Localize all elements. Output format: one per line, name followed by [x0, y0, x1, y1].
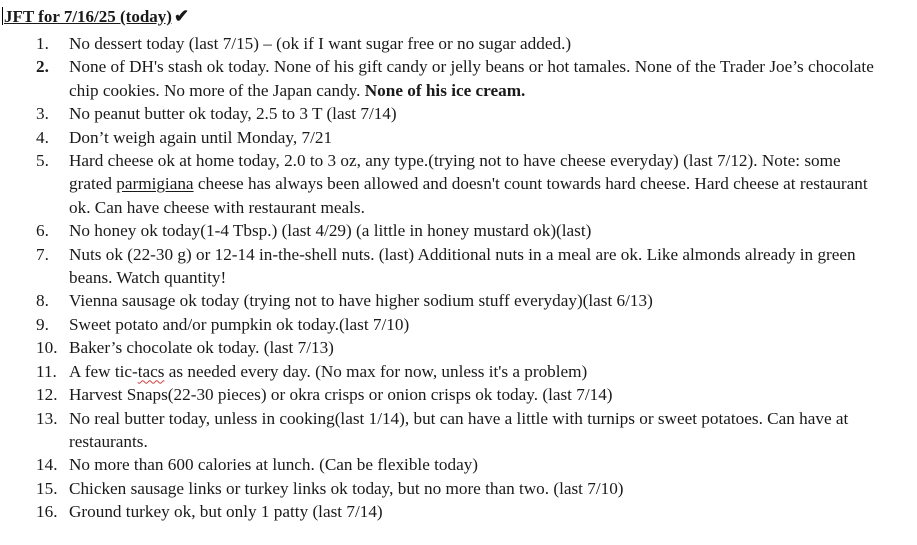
item-text: Vienna sausage ok today (trying not to have higher sodium stuff everyday)(last 6/13) — [69, 291, 653, 311]
item-bold-text: None of his ice cream. — [364, 80, 526, 100]
list-item[interactable] — [0, 289, 917, 312]
item-text: No more than 600 calories at lunch. (Can be flexible today) — [69, 455, 479, 475]
list-item[interactable] — [0, 55, 917, 102]
spellcheck-word[interactable]: parmigiana — [116, 174, 194, 194]
list-item[interactable] — [0, 453, 917, 476]
item-text: Baker’s chocolate ok today. (last 7/13) — [69, 338, 334, 358]
item-number: 10. — [36, 338, 58, 358]
item-number: 6. — [36, 221, 49, 241]
list-item[interactable] — [0, 336, 917, 359]
item-number: 2. — [36, 57, 49, 77]
item-number: 16. — [36, 502, 58, 522]
item-text: No peanut butter ok today, 2.5 to 3 T (last 7/14) — [69, 104, 397, 124]
list-item[interactable] — [0, 149, 917, 219]
list-item[interactable] — [0, 360, 917, 383]
list-item[interactable] — [0, 313, 917, 336]
item-text: Sweet potato and/or pumpkin ok today.(last 7/10) — [69, 314, 410, 334]
item-number: 11. — [36, 361, 57, 381]
item-number: 15. — [36, 478, 58, 498]
list-item[interactable] — [0, 219, 917, 242]
spellcheck-word[interactable]: tacs — [137, 361, 165, 381]
item-number: 7. — [36, 244, 49, 264]
item-number: 13. — [36, 408, 58, 428]
list-item[interactable] — [0, 383, 917, 406]
item-number: 9. — [36, 314, 49, 334]
list-item[interactable] — [0, 407, 917, 454]
item-number: 5. — [36, 151, 49, 171]
list-item[interactable] — [0, 126, 917, 149]
item-text: A few tic- — [69, 361, 138, 381]
item-number: 8. — [36, 291, 49, 311]
checkmark-icon: ✔ — [173, 6, 190, 26]
item-text: No real butter today, unless in cooking(last 1/14), but can have a little with turnips or sweet potatoes. Can have at restaurants. — [69, 408, 849, 451]
item-text-cont: cheese has always been allowed and doesn't count towards hard cheese. Hard cheese at restaurant ok. Can have cheese with restaurant meals. — [69, 174, 868, 217]
item-text: None of DH's stash ok today. None of his gift candy or jelly beans or hot tamales. None of the Trader Joe’s chocolate chip cookies. No more of the Japan candy. — [69, 57, 874, 100]
item-text: No honey ok today(1-4 Tbsp.) (last 4/29) (a little in honey mustard ok)(last) — [69, 221, 592, 241]
item-text: Hard cheese ok at home today, 2.0 to 3 oz, any type.(trying not to have cheese everyday) (last 7/12). Note: some grated — [69, 151, 841, 194]
text-cursor — [2, 7, 3, 25]
list-item[interactable] — [0, 102, 917, 125]
item-number: 3. — [36, 104, 49, 124]
document-title[interactable] — [4, 5, 189, 28]
jft-list — [0, 32, 917, 524]
list-item[interactable] — [0, 500, 917, 523]
item-number: 4. — [36, 127, 49, 147]
item-text: Harvest Snaps(22-30 pieces) or okra crisps or onion crisps ok today. (last 7/14) — [69, 385, 613, 405]
list-item[interactable] — [0, 243, 917, 290]
item-text: Chicken sausage links or turkey links ok today, but no more than two. (last 7/10) — [69, 478, 624, 498]
item-text: No dessert today (last 7/15) – (ok if I want sugar free or no sugar added.) — [69, 34, 572, 53]
item-text: Ground turkey ok, but only 1 patty (last 7/14) — [69, 502, 383, 522]
item-text: Nuts ok (22-30 g) or 12-14 in-the-shell nuts. (last) Additional nuts in a meal are ok. Like almonds already in green beans. Watch quantity! — [69, 244, 856, 288]
item-number: 12. — [36, 385, 58, 405]
list-item[interactable] — [0, 32, 917, 55]
title-text: JFT for 7/16/25 (today) — [4, 7, 172, 26]
item-number: 1. — [36, 34, 49, 53]
list-item[interactable] — [0, 477, 917, 500]
item-text: Don’t weigh again until Monday, 7/21 — [69, 127, 333, 147]
item-text-cont: as needed every day. (No max for now, unless it's a problem) — [164, 361, 588, 381]
item-number: 14. — [36, 455, 58, 475]
